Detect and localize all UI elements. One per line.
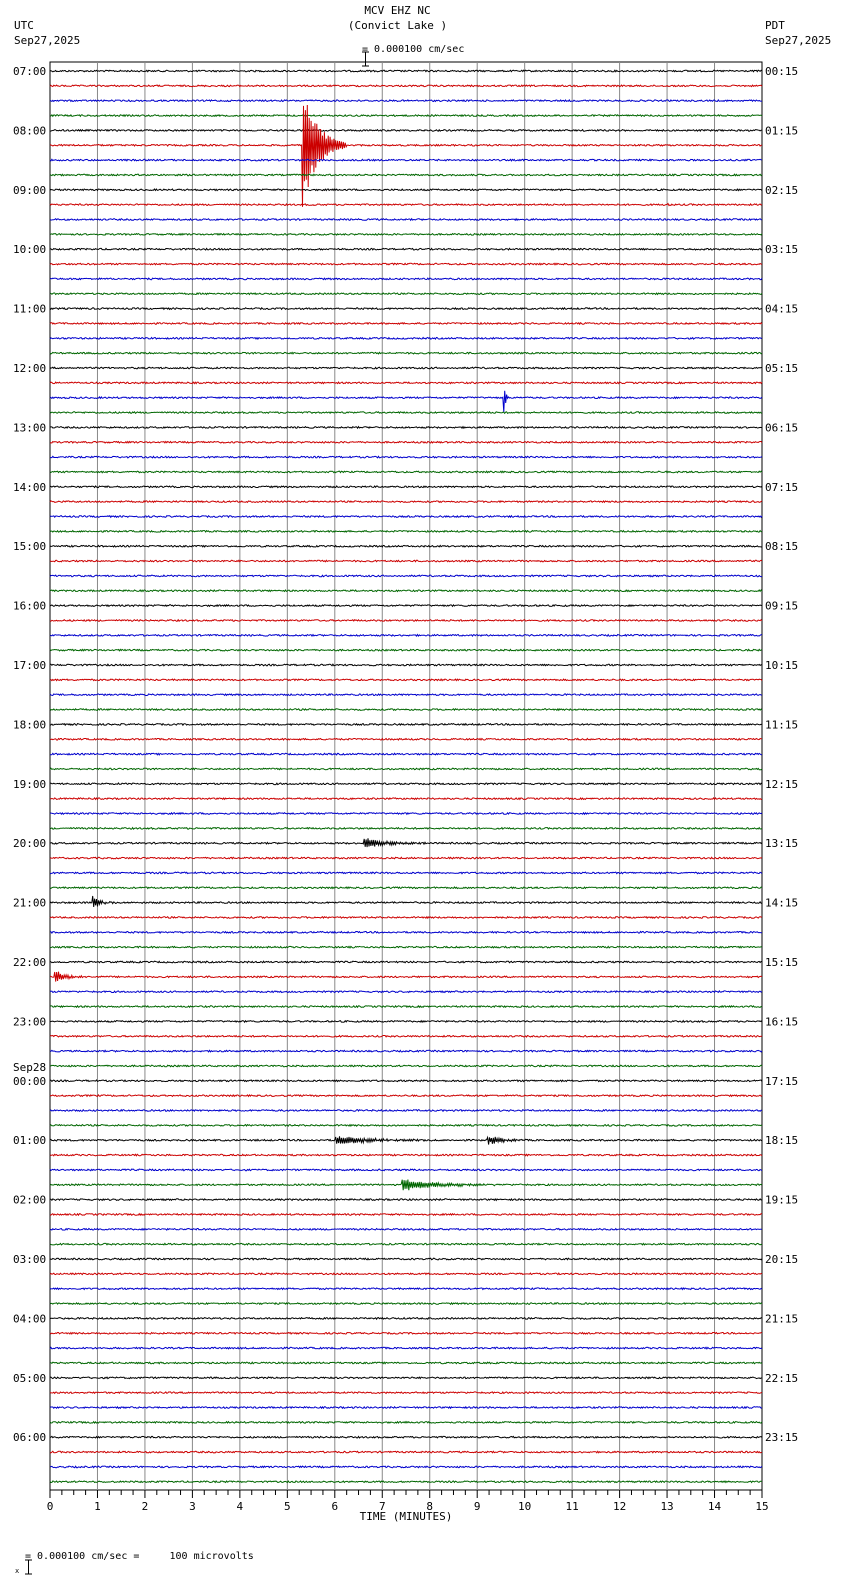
utc-hour-label: 08:00 [13, 124, 47, 138]
seismic-trace [50, 159, 762, 161]
x-tick-label: 6 [331, 1500, 339, 1513]
seismic-trace [50, 694, 762, 696]
seismic-trace [50, 219, 762, 221]
pdt-hour-label: 10:15 [765, 659, 799, 672]
seismic-trace [50, 516, 762, 518]
pdt-hour-label: 12:15 [765, 777, 799, 791]
seismic-trace [50, 323, 762, 325]
seismic-trace [50, 1481, 762, 1483]
seismic-trace [50, 70, 762, 72]
seismic-trace [50, 1125, 762, 1127]
seismic-trace [50, 961, 762, 963]
pdt-hour-label: 05:15 [765, 362, 799, 375]
seismic-trace [50, 100, 762, 102]
utc-hour-label: 18:00 [13, 718, 47, 732]
pdt-hour-label: 09:15 [765, 599, 799, 613]
x-tick-label: 14 [707, 1500, 722, 1513]
pdt-hour-label: 06:15 [765, 421, 799, 435]
utc-hour-label: 01:00 [13, 1134, 47, 1148]
utc-hour-label: 16:00 [13, 599, 47, 613]
utc-hour-label: 07:00 [13, 65, 47, 78]
pdt-hour-label: 16:15 [765, 1015, 799, 1029]
station-title: MCV EHZ NC [364, 4, 431, 17]
seismic-trace [50, 783, 762, 785]
seismic-trace [50, 412, 762, 414]
seismic-trace [50, 1303, 762, 1305]
pdt-hour-label: 04:15 [765, 302, 799, 316]
seismic-trace [50, 932, 762, 934]
pdt-hour-label: 17:15 [765, 1074, 799, 1088]
right-timezone-label: PDT [765, 19, 785, 32]
seismic-trace [50, 1006, 762, 1008]
day-change-label: Sep28 [13, 1060, 47, 1074]
utc-hour-label: 05:00 [13, 1371, 47, 1385]
utc-hour-label: 12:00 [13, 362, 47, 375]
x-tick-label: 4 [236, 1500, 244, 1513]
seismic-trace [50, 501, 762, 503]
seismic-trace [50, 352, 762, 354]
pdt-hour-label: 07:15 [765, 480, 799, 494]
x-tick-label: 12 [612, 1500, 627, 1513]
seismic-trace [50, 308, 762, 310]
seismic-trace [50, 605, 762, 607]
utc-hour-label: 22:00 [13, 956, 47, 969]
x-tick-label: 8 [426, 1500, 434, 1513]
utc-hour-label: 11:00 [13, 302, 47, 316]
seismic-trace [50, 442, 762, 444]
utc-hour-label: 09:00 [13, 183, 47, 197]
seismic-trace [50, 338, 762, 340]
seismic-trace [50, 887, 762, 889]
seismic-trace [50, 1243, 762, 1245]
seismic-trace [50, 189, 762, 191]
seismic-trace [50, 367, 762, 369]
seismic-trace [50, 1377, 762, 1379]
pdt-hour-label: 20:15 [765, 1253, 799, 1266]
seismic-trace [50, 130, 762, 132]
seismic-trace [50, 1392, 762, 1394]
utc-hour-label: 19:00 [13, 777, 47, 791]
pdt-hour-label: 18:15 [765, 1134, 799, 1148]
seismic-trace [50, 1333, 762, 1335]
seismic-trace [50, 85, 762, 87]
seismic-trace [50, 813, 762, 815]
seismic-trace [50, 263, 762, 265]
seismic-trace [50, 174, 762, 176]
seismic-trace [50, 709, 762, 711]
seismic-trace [50, 234, 762, 236]
x-tick-label: 1 [94, 1500, 101, 1513]
seismic-trace [50, 1229, 762, 1231]
seismic-trace [50, 739, 762, 741]
seismic-trace [50, 486, 762, 488]
seismic-trace [50, 293, 762, 295]
x-axis-label: TIME (MINUTES) [359, 1510, 453, 1523]
seismic-trace [50, 664, 762, 666]
pdt-hour-label: 03:15 [765, 243, 799, 257]
pdt-hour-label: 01:15 [765, 124, 799, 138]
seismic-trace [50, 1154, 762, 1156]
seismic-trace [50, 1065, 762, 1067]
seismic-trace [50, 872, 762, 874]
seismic-trace [50, 635, 762, 637]
right-date-label: Sep27,2025 [765, 34, 832, 47]
utc-hour-label: 20:00 [13, 837, 47, 851]
seismic-trace [50, 1407, 762, 1409]
utc-hour-label: 21:00 [13, 896, 47, 910]
seismic-trace [50, 1362, 762, 1364]
seismic-trace [50, 798, 762, 800]
seismic-trace [50, 724, 762, 726]
seismic-trace [50, 1180, 762, 1191]
seismic-trace [50, 917, 762, 919]
seismic-trace [50, 105, 762, 207]
calibration-label: = 0.000100 cm/sec = 100 microvolts [25, 1551, 254, 1562]
utc-hour-label: 02:00 [13, 1193, 47, 1207]
x-tick-label: 13 [660, 1500, 674, 1513]
pdt-hour-label: 22:15 [765, 1371, 799, 1385]
seismic-trace [50, 391, 762, 412]
seismic-trace [50, 456, 762, 458]
seismic-trace [50, 471, 762, 473]
x-tick-label: 2 [141, 1500, 149, 1513]
seismic-trace [50, 1273, 762, 1275]
seismic-trace [50, 560, 762, 562]
utc-hour-label: 10:00 [13, 243, 47, 257]
x-tick-label: 3 [189, 1500, 196, 1513]
seismic-trace [50, 620, 762, 622]
seismic-trace [50, 1451, 762, 1453]
x-tick-label: 15 [755, 1500, 769, 1513]
left-timezone-label: UTC [14, 19, 34, 32]
seismic-trace [50, 427, 762, 429]
utc-hour-label: 17:00 [13, 659, 47, 672]
utc-hour-label: 14:00 [13, 480, 47, 494]
pdt-hour-label: 15:15 [765, 956, 799, 969]
svg-text:x: x [15, 1567, 20, 1575]
seismic-trace [50, 590, 762, 592]
utc-hour-label: 06:00 [13, 1431, 47, 1445]
seismic-trace [50, 649, 762, 651]
pdt-hour-label: 08:15 [765, 540, 799, 554]
pdt-hour-label: 13:15 [765, 837, 799, 851]
seismic-trace [50, 545, 762, 547]
seismic-trace [50, 1110, 762, 1112]
seismic-trace [50, 1318, 762, 1320]
seismic-trace [50, 1050, 762, 1052]
utc-hour-label: 15:00 [13, 540, 47, 554]
utc-hour-label: 04:00 [13, 1312, 47, 1326]
pdt-hour-label: 21:15 [765, 1312, 799, 1326]
seismic-trace [50, 753, 762, 755]
pdt-hour-label: 14:15 [765, 896, 799, 910]
seismic-trace [50, 1466, 762, 1468]
x-tick-label: 9 [473, 1500, 481, 1513]
seismic-trace [50, 1288, 762, 1290]
seismic-trace [50, 1136, 762, 1144]
pdt-hour-label: 00:15 [765, 65, 799, 78]
seismic-trace [50, 828, 762, 830]
seismic-trace [50, 679, 762, 681]
utc-hour-label: 03:00 [13, 1253, 47, 1266]
seismic-trace [50, 1258, 762, 1260]
seismic-trace [50, 857, 762, 859]
left-date-label: Sep27,2025 [14, 34, 81, 47]
seismic-trace [50, 575, 762, 577]
seismic-trace [50, 1436, 762, 1438]
seismic-trace [50, 531, 762, 533]
seismic-trace [50, 838, 762, 847]
seismic-trace [50, 115, 762, 117]
seismic-trace [50, 1036, 762, 1038]
seismic-trace [50, 1347, 762, 1349]
pdt-hour-label: 11:15 [765, 718, 799, 732]
seismic-trace [50, 248, 762, 250]
x-tick-label: 11 [565, 1500, 579, 1513]
seismic-trace [50, 1080, 762, 1082]
seismic-trace [50, 382, 762, 384]
seismic-trace [50, 768, 762, 770]
seismic-trace [50, 1199, 762, 1201]
x-tick-label: 10 [518, 1500, 532, 1513]
seismic-trace [50, 1169, 762, 1171]
pdt-hour-label: 23:15 [765, 1431, 799, 1445]
x-tick-label: 0 [46, 1500, 54, 1513]
plot-frame [50, 62, 762, 1490]
scale-label: = 0.000100 cm/sec [362, 44, 465, 55]
x-tick-label: 5 [284, 1500, 291, 1513]
seismic-trace [50, 1021, 762, 1023]
pdt-hour-label: 19:15 [765, 1193, 799, 1207]
seismic-trace [50, 991, 762, 993]
seismic-trace [50, 278, 762, 280]
seismic-trace [50, 1214, 762, 1216]
seismic-trace [50, 896, 762, 907]
station-location: (Convict Lake ) [347, 19, 448, 32]
pdt-hour-label: 02:15 [765, 183, 799, 197]
seismic-trace [50, 1422, 762, 1424]
utc-hour-label: 13:00 [13, 421, 47, 435]
calibration-marker-icon [2, 1546, 22, 1575]
seismic-trace [50, 1095, 762, 1097]
seismic-trace [50, 946, 762, 948]
seismic-trace [50, 972, 762, 982]
seismic-trace [50, 204, 762, 206]
utc-hour-label: 00:00 [13, 1074, 47, 1088]
utc-hour-label: 23:00 [13, 1015, 47, 1029]
x-tick-label: 7 [378, 1500, 386, 1513]
